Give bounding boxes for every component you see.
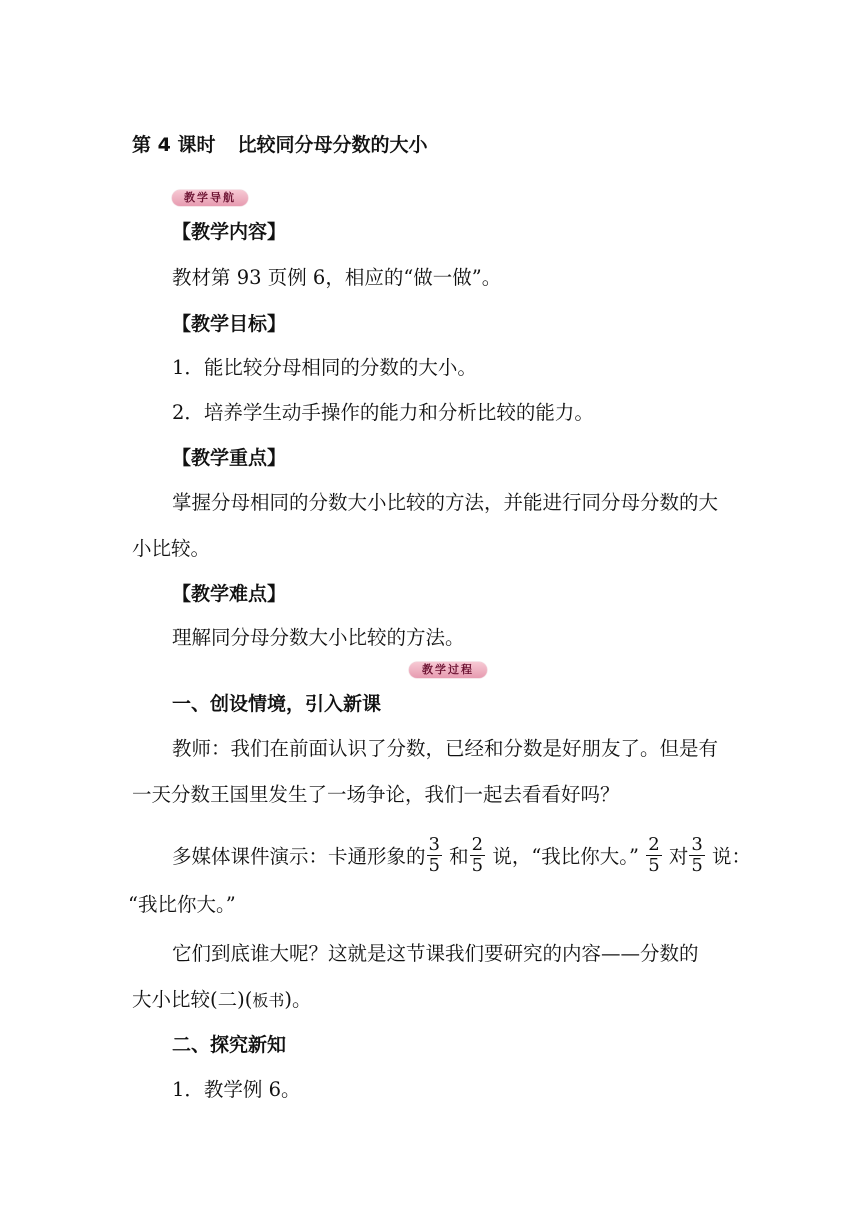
para2-to: 对 [662,845,689,868]
fraction-numerator: 2 [471,834,484,855]
content-text: 教材第 93 页例 6，相应的“做一做”。 [172,266,502,289]
difficulty-text: 理解同分母分数大小比较的方法。 [172,626,465,649]
para3-text: 大小比较(二)( [132,988,253,1011]
fraction-three-fifths [427,835,442,876]
fraction-numerator: 2 [648,834,660,855]
fraction-denominator: 5 [471,855,484,876]
para3-text-end: )。 [284,988,312,1011]
fraction-denominator: 5 [648,855,660,876]
content-heading: 【教学内容】 [172,221,287,243]
goal-item-1: 1．能比较分母相同的分数的大小。 [172,356,477,379]
key-text-line-1: 掌握分母相同的分数大小比较的方法，并能进行同分母分数的大 [172,491,719,514]
lesson-topic: 比较同分母分数的大小 [237,134,428,156]
para2-and: 和 [442,845,469,868]
part1-para3-line1: 它们到底谁大呢？这就是这节课我们要研究的内容——分数的 [172,942,699,965]
part2-item-1: 1．教学例 6。 [172,1078,301,1101]
part1-para2-line1 [172,834,860,878]
goals-heading: 【教学目标】 [172,313,287,335]
teaching-process-badge: 教学过程 [409,662,487,678]
fraction-two-fifths [470,835,485,876]
lesson-number: 第 4 课时 [132,134,216,156]
fraction-denominator: 5 [428,855,440,876]
teaching-guide-badge: 教学导航 [172,190,248,206]
part1-heading: 一、创设情境，引入新课 [172,693,382,715]
fraction-two-fifths-2 [646,835,661,876]
goal-item-2: 2．培养学生动手操作的能力和分析比较的能力。 [172,401,594,424]
board-note: 板书 [252,991,285,1010]
lesson-title [132,131,860,159]
key-text-line-2: 小比较。 [132,537,211,560]
part1-para2-line2: “我比你大。” [128,893,236,916]
key-heading: 【教学重点】 [172,447,287,469]
para2-say-2: 说： [705,845,752,868]
difficulty-heading: 【教学难点】 [172,583,287,605]
part1-para1-line1: 教师：我们在前面认识了分数，已经和分数是好朋友了。但是有 [172,737,719,760]
fraction-numerator: 3 [428,834,440,855]
part2-heading: 二、探究新知 [172,1034,287,1056]
part1-para1-line2: 一天分数王国里发生了一场争论，我们一起去看看好吗？ [132,783,620,806]
fraction-numerator: 3 [691,834,703,855]
fraction-three-fifths-2 [689,835,704,876]
para2-say-1: 说，“我比你大。” [486,845,646,868]
part1-para3-line2 [132,986,860,1015]
fraction-denominator: 5 [691,855,703,876]
para2-intro: 多媒体课件演示：卡通形象的 [172,845,426,868]
